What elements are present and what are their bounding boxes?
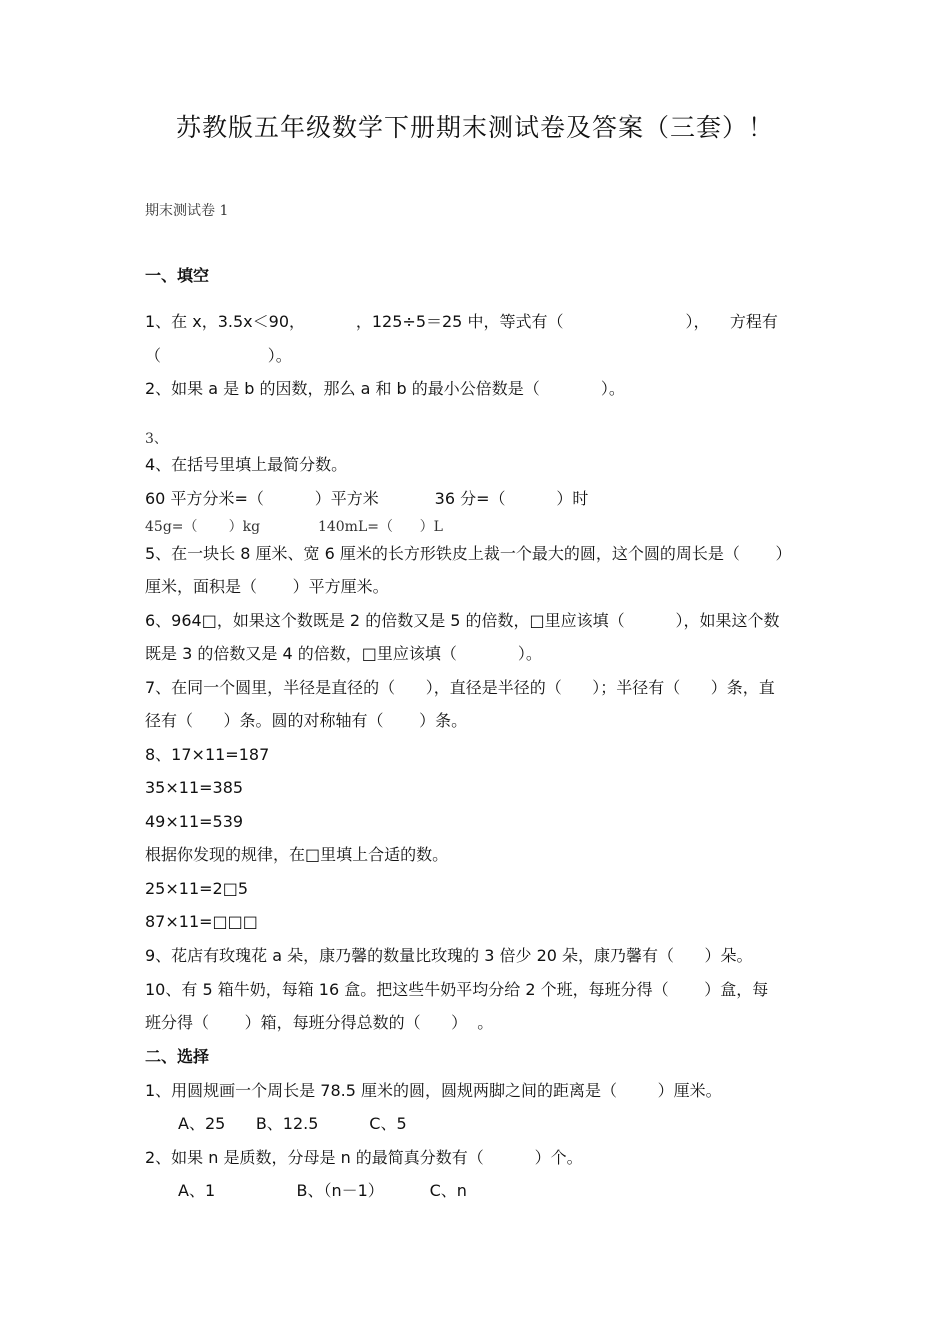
- question-8-line-3: 49×11=539: [145, 812, 244, 831]
- question-4-line-2: 60 平方分米=（ ）平方米 36 分=（ ）时: [145, 489, 589, 508]
- choice-question-1: 1、用圆规画一个周长是 78.5 厘米的圆，圆规两脚之间的距离是（ ）厘米。: [145, 1081, 722, 1100]
- question-5-line-1: 5、在一块长 8 厘米、宽 6 厘米的长方形铁皮上裁一个最大的圆，这个圆的周长是（ ）: [145, 544, 792, 563]
- question-7-line-1: 7、在同一个圆里，半径是直径的（ ），直径是半径的（ ）；半径有（ ）条，直: [145, 678, 775, 697]
- choice-question-2-options: A、1 B、（n－1） C、n: [178, 1181, 467, 1200]
- question-9: 9、花店有玫瑰花 a 朵，康乃馨的数量比玫瑰的 3 倍少 20 朵，康乃馨有（ ）朵。: [145, 946, 753, 965]
- question-1-line-1: 1、在 x，3.5x＜90， ，125÷5＝25 中，等式有（ ）， 方程有: [145, 312, 778, 331]
- question-8-line-6: 87×11=□□□: [145, 912, 258, 931]
- question-10-line-1: 10、有 5 箱牛奶，每箱 16 盒。把这些牛奶平均分给 2 个班，每班分得（ ）盒，每: [145, 980, 769, 999]
- question-10-line-2: 班分得（ ）箱，每班分得总数的（ ） 。: [145, 1013, 494, 1032]
- question-4: 4、在括号里填上最简分数。: [145, 455, 348, 474]
- question-2: 2、如果 a 是 b 的因数，那么 a 和 b 的最小公倍数是（ ）。: [145, 379, 625, 398]
- document-title: 苏教版五年级数学下册期末测试卷及答案（三套）！: [175, 113, 774, 142]
- question-8-line-5: 25×11=2□5: [145, 879, 249, 898]
- exam-subtitle: 期末测试卷 1: [145, 203, 229, 219]
- question-1-line-2: （ ）。: [145, 346, 292, 365]
- choice-question-1-options: A、25 B、12.5 C、5: [178, 1114, 407, 1133]
- question-4-line-3: 45g=（ ）kg 140mL=（ ）L: [145, 519, 443, 535]
- choice-question-2: 2、如果 n 是质数，分母是 n 的最简真分数有（ ）个。: [145, 1148, 583, 1167]
- question-3: 3、: [145, 431, 168, 447]
- section-heading-fill-in: 一、填空: [145, 266, 210, 285]
- section-heading-choice: 二、选择: [145, 1047, 210, 1066]
- question-7-line-2: 径有（ ）条。圆的对称轴有（ ）条。: [145, 711, 468, 730]
- question-5-line-2: 厘米，面积是（ ）平方厘米。: [145, 577, 389, 596]
- question-6-line-2: 既是 3 的倍数又是 4 的倍数，□里应该填（ ）。: [145, 644, 542, 663]
- question-8-line-1: 8、17×11=187: [145, 745, 270, 764]
- question-8-line-2: 35×11=385: [145, 778, 244, 797]
- question-6-line-1: 6、964□，如果这个数既是 2 的倍数又是 5 的倍数，□里应该填（ ），如果这个数: [145, 611, 780, 630]
- question-8-line-4: 根据你发现的规律，在□里填上合适的数。: [145, 845, 449, 864]
